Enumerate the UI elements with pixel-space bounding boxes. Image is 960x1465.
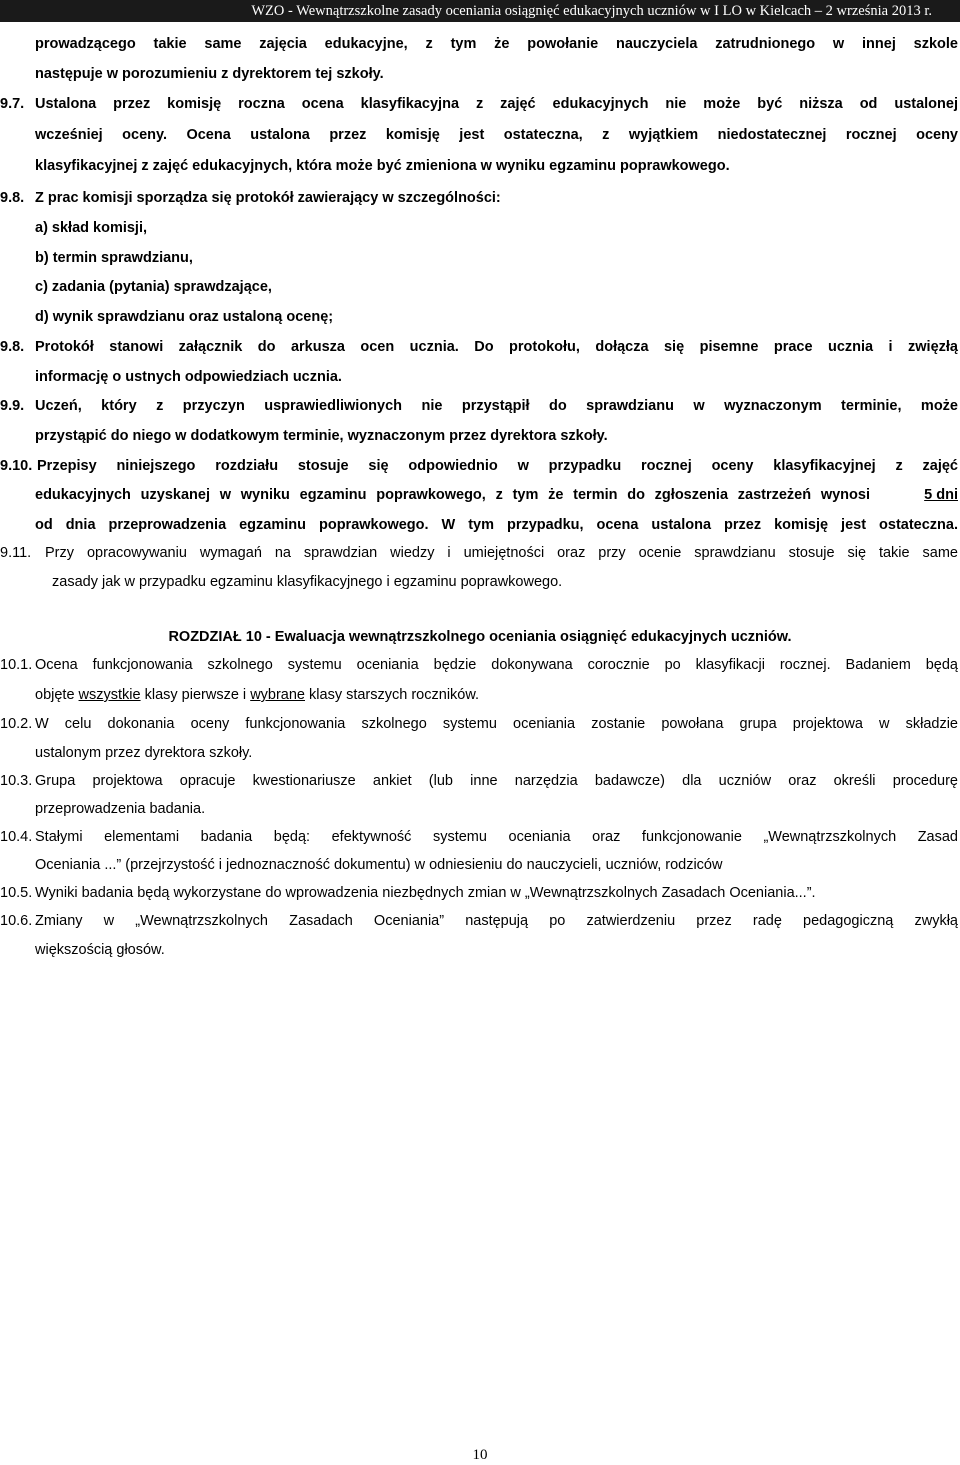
paragraph-line: Ocena funkcjonowania szkolnego systemu oceniania będzie dokonywana corocznie po klasyfikacji rocznej. Badaniem będą — [35, 657, 958, 673]
paragraph-line: Ustalona przez komisję roczna ocena klasyfikacyjna z zajęć edukacyjnych nie może być niższa od ustalonej — [35, 96, 958, 112]
paragraph-line: wcześniej oceny. Ocena ustalona przez komisję jest ostateczna, z wyjątkiem niedostatecznej rocznej oceny — [35, 127, 958, 143]
paragraph-line: Przy opracowywaniu wymagań na sprawdzian wiedzy i umiejętności oraz przy ocenie sprawdzianu stosuje się takie same — [45, 545, 958, 561]
paragraph-line: Grupa projektowa opracuje kwestionariusze ankiet (lub inne narzędzia badawcze) dla uczniów oraz określi procedurę — [35, 773, 958, 789]
paragraph-line: W celu dokonania oceny funkcjonowania szkolnego systemu oceniania zostanie powołana grupa projektowa w składzie — [35, 716, 958, 732]
item-number: 9.8. — [0, 339, 25, 355]
page-number: 10 — [472, 1447, 488, 1463]
paragraph-line: Protokół stanowi załącznik do arkusza ocen ucznia. Do protokołu, dołącza się pisemne prace ucznia i zwięzłą — [35, 339, 958, 355]
paragraph-line: Z prac komisji sporządza się protokół zawierający w szczególności: — [35, 190, 501, 206]
item-number: 9.7. — [0, 96, 25, 112]
paragraph-line: informację o ustnych odpowiedziach ucznia. — [35, 369, 342, 385]
item-number: 10.1. — [0, 657, 33, 673]
header-title: WZO - Wewnątrzszkolne zasady oceniania osiągnięć edukacyjnych uczniów w I LO w Kielcach – 2 września 2013 r. — [251, 3, 932, 19]
emphasis-text: wszystkie — [78, 687, 141, 703]
paragraph-line: Oceniania ...” (przejrzystość i jednoznaczność dokumentu) w odniesieniu do nauczycieli, uczniów, rodziców — [35, 857, 723, 873]
item-number: 10.5. — [0, 885, 33, 901]
list-item: c) zadania (pytania) sprawdzające, — [35, 279, 272, 295]
paragraph-line: od dnia przeprowadzenia egzaminu poprawkowego. W tym przypadku, ocena ustalona przez komisję jest ostateczna. — [35, 517, 958, 533]
paragraph-line: Stałymi elementami badania będą: efektywność systemu oceniania oraz funkcjonowanie „Wewnątrzszkolnych Zasad — [35, 829, 958, 845]
paragraph-line: klasyfikacyjnej z zajęć edukacyjnych, która może być zmieniona w wyniku egzaminu poprawkowego. — [35, 158, 730, 174]
list-item: b) termin sprawdzianu, — [35, 250, 193, 266]
paragraph-line: Zmiany w „Wewnątrzszkolnych Zasadach Oceniania” następują po zatwierdzeniu przez radę pedagogiczną zwykłą — [35, 913, 958, 929]
paragraph-line: zasady jak w przypadku egzaminu klasyfikacyjnego i egzaminu poprawkowego. — [52, 574, 563, 590]
paragraph-line: ustalonym przez dyrektora szkoły. — [35, 745, 253, 761]
emphasis-text: wybrane — [250, 687, 305, 703]
item-number: 10.6. — [0, 913, 33, 929]
paragraph-line: następuje w porozumieniu z dyrektorem tej szkoły. — [35, 66, 384, 82]
paragraph-line: edukacyjnych uzyskanej w wyniku egzaminu poprawkowego, z tym że termin do zgłoszenia zastrzeżeń wynosi — [35, 487, 870, 503]
text: klasy starszych roczników. — [305, 687, 480, 703]
item-number: 9.11. — [0, 545, 32, 561]
item-number: 9.10. — [0, 458, 33, 474]
chapter-heading: ROZDZIAŁ 10 - Ewaluacja wewnątrzszkolnego oceniania osiągnięć edukacyjnych uczniów. — [168, 629, 792, 645]
text: objęte — [35, 687, 79, 703]
paragraph-line: przeprowadzenia badania. — [35, 801, 206, 817]
paragraph-line: Wyniki badania będą wykorzystane do wprowadzenia niezbędnych zmian w „Wewnątrzszkolnych Zasadach Oceniania...”. — [35, 885, 816, 901]
list-item: a) skład komisji, — [35, 220, 148, 236]
item-number: 9.9. — [0, 398, 25, 414]
item-number: 10.4. — [0, 829, 33, 845]
item-number: 9.8. — [0, 190, 25, 206]
paragraph-line: Przepisy niniejszego rozdziału stosuje się odpowiednio w przypadku rocznej oceny klasyfikacyjnej z zajęć — [37, 458, 958, 474]
list-item: d) wynik sprawdzianu oraz ustaloną ocenę; — [35, 309, 334, 325]
deadline-text: 5 dni — [924, 487, 958, 503]
item-number: 10.2. — [0, 716, 33, 732]
paragraph-line: większością głosów. — [35, 942, 165, 958]
paragraph-line: prowadzącego takie same zajęcia edukacyjne, z tym że powołanie nauczyciela zatrudnionego w innej szkole — [35, 36, 958, 52]
paragraph-line: przystąpić do niego w dodatkowym terminie, wyznaczonym przez dyrektora szkoły. — [35, 428, 608, 444]
paragraph-line: Uczeń, który z przyczyn usprawiedliwionych nie przystąpił do sprawdzianu w wyznaczonym terminie, może — [35, 398, 958, 414]
text: klasy pierwsze i — [140, 687, 251, 703]
document-header — [0, 0, 960, 22]
paragraph-line — [35, 685, 958, 715]
item-number: 10.3. — [0, 773, 33, 789]
